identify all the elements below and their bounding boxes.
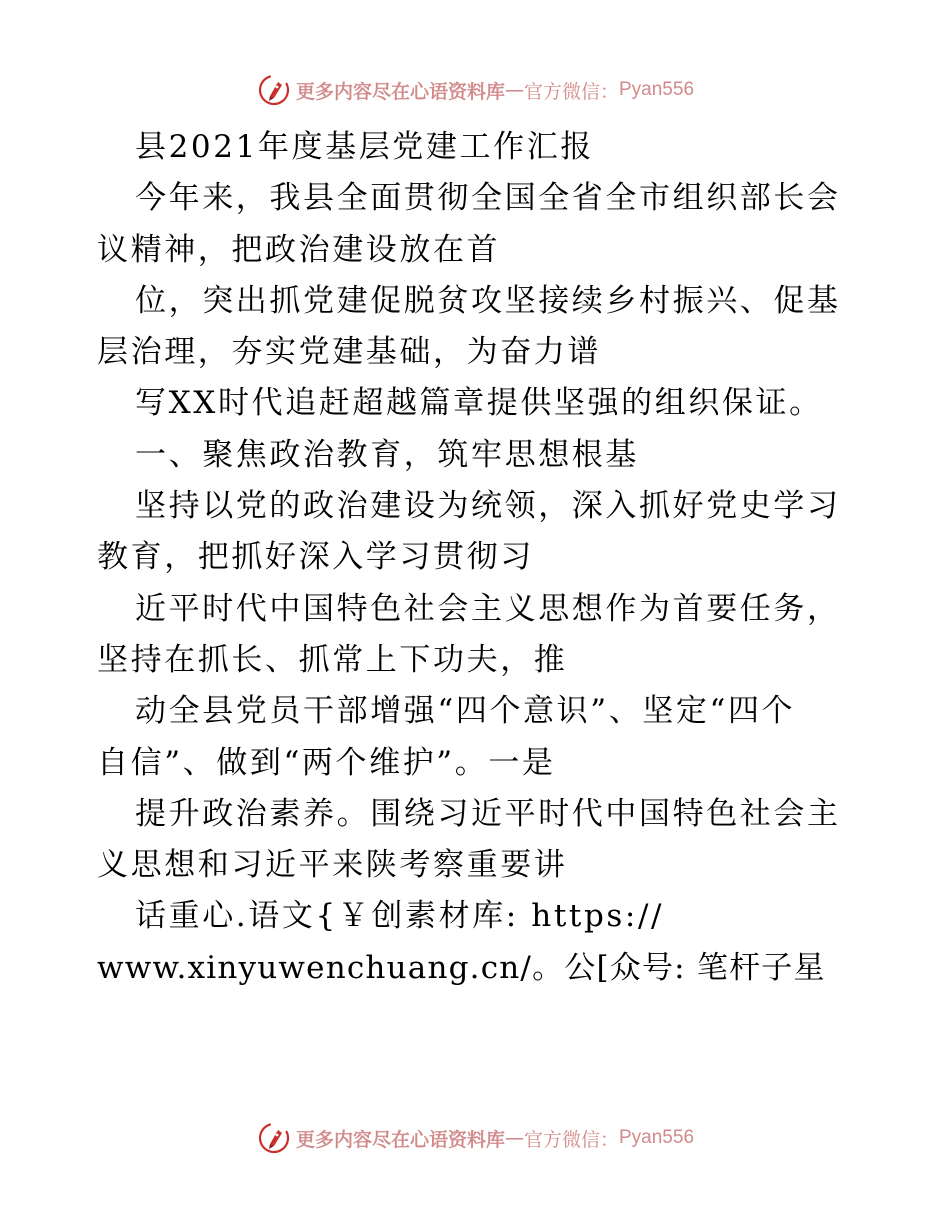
text-line: 议精神，把政治建设放在首	[97, 231, 501, 268]
watermark-wechat-label: 官方微信：	[523, 1128, 619, 1151]
watermark-banner-top	[0, 70, 950, 110]
watermark-wechat-label: 官方微信：	[523, 80, 619, 103]
section-heading: 一、聚焦政治教育，筑牢思想根基	[135, 436, 639, 473]
text-line: 话重心.语文{￥创素材库: https://	[135, 898, 665, 935]
watermark-dash: —	[504, 1127, 524, 1149]
text-line: 今年来，我县全面贯彻全国全省全市组织部长会	[135, 180, 841, 217]
watermark-wechat-id: Pyan556	[619, 1127, 695, 1148]
pen-nib-logo-icon	[256, 1120, 292, 1156]
text-line: 层治理，夯实党建基础，为奋力谱	[97, 334, 601, 371]
document-body	[97, 122, 857, 994]
text-line: 近平时代中国特色社会主义思想作为首要任务，	[135, 590, 841, 627]
watermark-main-text: 更多内容尽在心语资料库	[295, 1128, 505, 1151]
watermark-wechat-id: Pyan556	[619, 79, 695, 100]
text-line: 教育，把抓好深入学习贯彻习	[97, 539, 534, 576]
text-line: 提升政治素养。围绕习近平时代中国特色社会主	[135, 795, 841, 832]
text-line: 动全县党员干部增强“四个意识”、坚定“四个	[135, 693, 796, 730]
text-line: 写XX时代追赶超越篇章提供坚强的组织保证。	[135, 385, 823, 422]
watermark-dash: —	[504, 79, 524, 101]
pen-nib-logo-icon	[256, 72, 292, 108]
text-line: 坚持在抓长、抓常上下功夫，推	[97, 641, 568, 678]
text-line: www.xinyuwenchuang.cn/。公[众号: 笔杆子星	[97, 949, 826, 986]
text-line: 自信”、做到“两个维护”。一是	[97, 744, 556, 781]
watermark-banner-bottom	[0, 1118, 950, 1158]
watermark-main-text: 更多内容尽在心语资料库	[295, 80, 505, 103]
text-line: 位，突出抓党建促脱贫攻坚接续乡村振兴、促基	[135, 282, 841, 319]
text-line: 义思想和习近平来陕考察重要讲	[97, 847, 568, 884]
text-line: 坚持以党的政治建设为统领，深入抓好党史学习	[135, 488, 841, 525]
document-title: 县2021年度基层党建工作汇报	[135, 129, 594, 165]
